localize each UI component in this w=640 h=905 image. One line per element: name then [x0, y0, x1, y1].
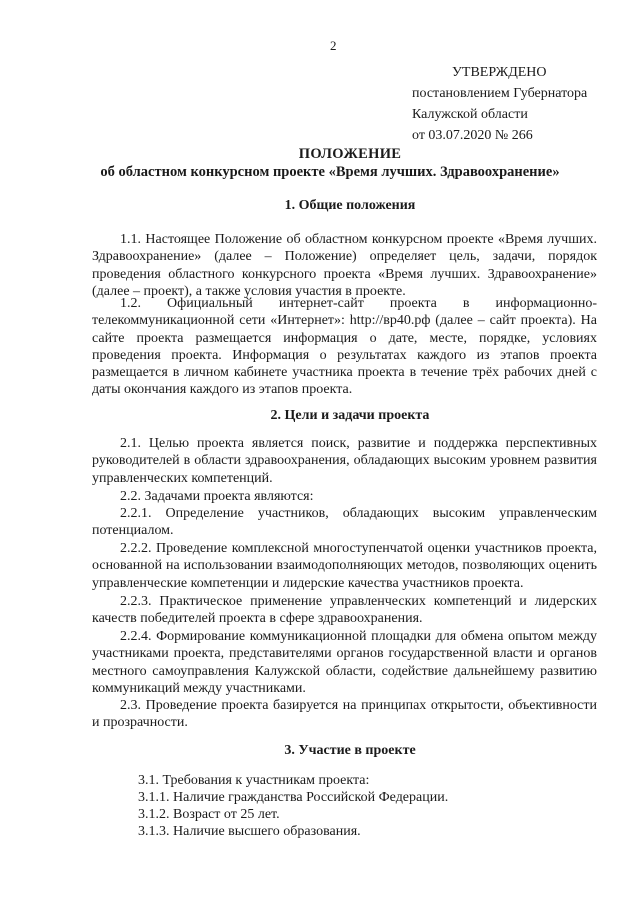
- paragraph: 2.2.4. Формирование коммуникационной площадки для обмена опытом между участниками проекта, представителями органов государственной власти и органов местного самоуправления Калужской области, содействие дальнейшему развитию коммуникаций между участниками.: [92, 629, 597, 696]
- paragraph: 1.1. Настоящее Положение об областном конкурсном проекте «Время лучших. Здравоохранение» (далее – Положение) определяет цель, задачи, порядок проведения областного конкурсного проекта «Время лучших. Здравоохранение» (далее – проект), а также условия участия в проекте.: [92, 232, 597, 299]
- list-item: 3.1.1. Наличие гражданства Российской Федерации.: [138, 790, 449, 805]
- list-item: 3.1. Требования к участникам проекта:: [138, 773, 370, 788]
- approval-line: Калужской области: [412, 107, 528, 122]
- paragraph: 2.3. Проведение проекта базируется на принципах открытости, объективности и прозрачности.: [92, 698, 597, 731]
- section-heading: 1. Общие положения: [284, 198, 416, 213]
- paragraph: 2.2. Задачами проекта являются:: [120, 489, 314, 504]
- paragraph: 2.2.2. Проведение комплексной многоступенчатой оценки участников проекта, основанной на использовании взаимодополняющих методов, позволяющих оценить управленческие компетенции и лидерские качества участников проекта.: [92, 541, 597, 591]
- list-item: 3.1.2. Возраст от 25 лет.: [138, 807, 280, 822]
- paragraph: 1.2. Официальный интернет-сайт проекта в информационно-телекоммуникационной сети «Интернет»: http://вр40.рф (далее – сайт проекта). На сайте проекта размещается информация о дате, месте, порядке, условиях проведения проекта. Информация о результатах каждого из этапов проекта размещается в личном кабинете участника проекта в течение трёх рабочих дней с даты окончания каждого из этапов проекта.: [92, 296, 597, 398]
- section-heading: 2. Цели и задачи проекта: [270, 408, 430, 423]
- approval-line: от 03.07.2020 № 266: [412, 128, 533, 143]
- approval-stamp: [412, 62, 587, 146]
- page-number: 2: [330, 38, 337, 53]
- document-subtitle: об областном конкурсном проекте «Время лучших. Здравоохранение»: [100, 164, 560, 180]
- section-heading: 3. Участие в проекте: [284, 743, 416, 758]
- paragraph: 2.1. Целью проекта является поиск, развитие и поддержка перспективных руководителей в области здравоохранения, обладающих высоким уровнем развития управленческих компетенций.: [92, 436, 597, 486]
- paragraph: 2.2.3. Практическое применение управленческих компетенций и лидерских качеств победителей проекта в сфере здравоохранения.: [92, 594, 597, 627]
- list-item: 3.1.3. Наличие высшего образования.: [138, 824, 361, 839]
- approval-line: постановлением Губернатора: [412, 86, 588, 101]
- approval-title: УТВЕРЖДЕНО: [452, 65, 547, 80]
- document-title: ПОЛОЖЕНИЕ: [298, 146, 402, 162]
- paragraph: 2.2.1. Определение участников, обладающих высоким управленческим потенциалом.: [92, 506, 597, 539]
